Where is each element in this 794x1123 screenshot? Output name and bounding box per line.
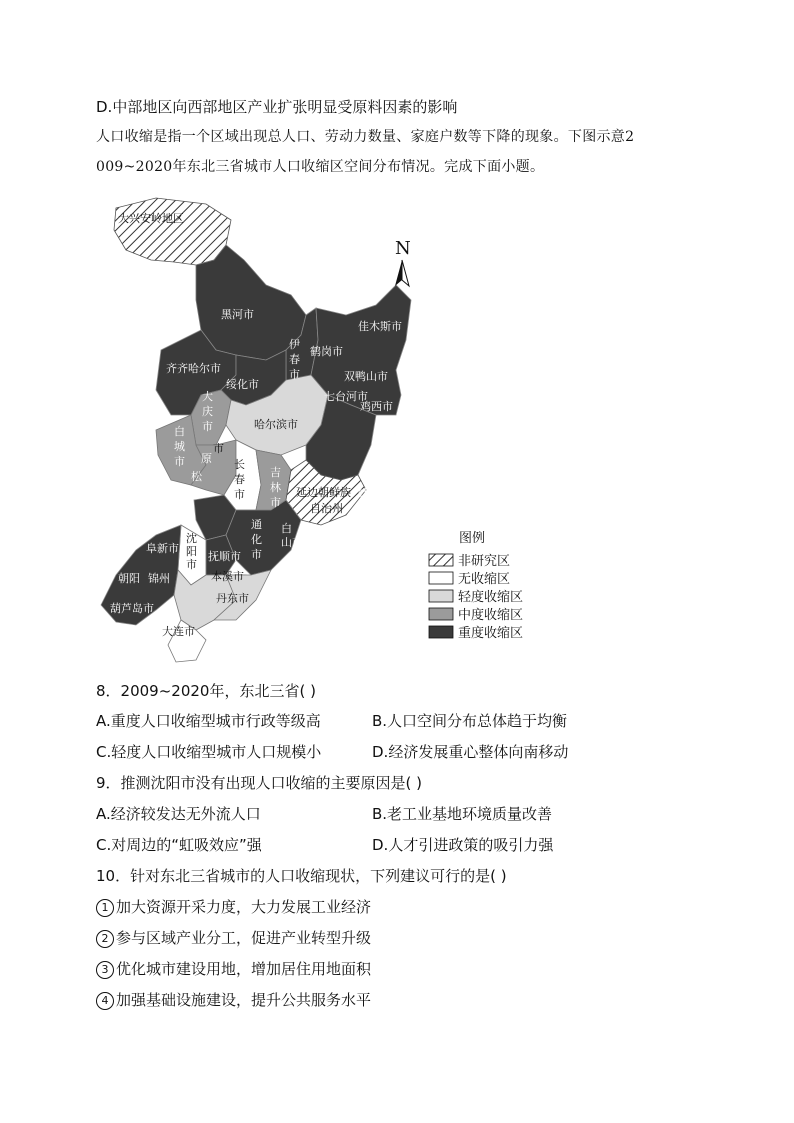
- label-yichun-2: 春: [289, 353, 300, 366]
- circled-number: 3: [96, 961, 114, 979]
- label-benxi: 本溪市: [211, 570, 244, 583]
- legend-title: 图例: [459, 531, 486, 546]
- label-daqing-1: 大: [202, 390, 213, 403]
- intro-line-2: 009~2020年东北三省城市人口收缩区空间分布情况。完成下面小题。: [96, 159, 545, 175]
- circled-number: 2: [96, 930, 114, 948]
- label-yichun-3: 市: [289, 368, 300, 381]
- circled-number: 1: [96, 899, 114, 917]
- q8-option-b[interactable]: B.人口空间分布总体趋于均衡: [372, 712, 568, 730]
- label-suihua: 绥化市: [226, 378, 259, 391]
- label-jilin-3: 市: [270, 496, 281, 509]
- q10-stem: 10．针对东北三省城市的人口收缩现状，下列建议可行的是( ): [96, 867, 507, 885]
- label-tonghua-1: 通: [251, 518, 262, 531]
- legend-label-4: 中度收缩区: [458, 608, 524, 623]
- label-yanbian-2: 自治州: [310, 502, 343, 515]
- legend-label-5: 重度收缩区: [458, 626, 524, 641]
- label-fushun: 抚顺市: [208, 550, 241, 563]
- q10-item-text: 参与区域产业分工，促进产业转型升级: [116, 929, 372, 947]
- q9-option-a[interactable]: A.经济较发达无外流人口: [96, 805, 261, 823]
- label-shuangyashan: 双鸭山市: [344, 370, 388, 383]
- label-baicheng-2: 城: [174, 440, 185, 453]
- label-daqing-3: 市: [202, 420, 213, 433]
- label-hegang: 鹤岗市: [310, 345, 343, 358]
- label-dalian: 大连市: [162, 625, 195, 638]
- label-songyuan-1: 原: [201, 452, 212, 465]
- label-chaoyang: 朝阳: [118, 572, 140, 585]
- label-jiamusi: 佳木斯市: [358, 320, 402, 333]
- q10-item-2: [96, 927, 371, 948]
- intro-line-1: 人口收缩是指一个区域出现总人口、劳动力数量、家庭户数等下降的现象。下图示意2: [96, 129, 635, 145]
- label-huludao: 葫芦岛市: [110, 602, 154, 615]
- north-arrow-icon: [395, 238, 411, 286]
- q10-item-4: [96, 989, 371, 1010]
- legend-swatch-white: [429, 572, 453, 584]
- label-shenyang-2: 阳: [186, 545, 197, 558]
- label-heihe: 黑河市: [221, 308, 254, 321]
- legend-swatch-medium: [429, 608, 453, 620]
- label-tonghua-3: 市: [251, 548, 262, 561]
- label-jixi: 鸡西市: [360, 400, 393, 413]
- label-changchun-3: 市: [234, 488, 245, 501]
- label-songyuan-3: 市: [213, 442, 224, 455]
- legend-swatch-hatch: [429, 554, 453, 566]
- previous-option-d: D.中部地区向西部地区产业扩张明显受原料因素的影响: [96, 98, 458, 116]
- region-daxinganling: [114, 198, 231, 265]
- label-changchun-1: 长: [234, 458, 245, 471]
- legend-label-2: 无收缩区: [458, 572, 511, 587]
- q9-stem: 9．推测沈阳市没有出现人口收缩的主要原因是( ): [96, 774, 423, 792]
- circled-number: 4: [96, 992, 114, 1010]
- map-legend: [429, 531, 523, 641]
- label-changchun-2: 春: [234, 473, 245, 486]
- q10-item-3: [96, 958, 371, 979]
- population-shrinkage-map: [96, 190, 556, 668]
- q8-stem: 8．2009~2020年，东北三省( ): [96, 682, 316, 700]
- label-jinzhou: 锦州: [148, 572, 170, 585]
- label-tonghua-2: 化: [251, 533, 262, 546]
- q8-option-c[interactable]: C.轻度人口收缩型城市人口规模小: [96, 743, 322, 761]
- q9-option-d[interactable]: D.人才引进政策的吸引力强: [372, 836, 554, 854]
- label-songyuan-2: 松: [191, 470, 202, 483]
- label-qitaihe: 七台河市: [324, 390, 368, 403]
- north-label: N: [395, 238, 411, 259]
- legend-swatch-dark: [429, 626, 453, 638]
- q10-item-text: 加强基础设施建设，提升公共服务水平: [116, 991, 372, 1009]
- label-harbin: 哈尔滨市: [254, 418, 298, 431]
- intro-paragraph: [96, 122, 702, 182]
- label-qiqihar: 齐齐哈尔市: [166, 362, 221, 375]
- label-daxinganling: 大兴安岭地区: [118, 212, 184, 225]
- label-yichun-1: 伊: [289, 338, 300, 351]
- label-baishan-1: 白: [281, 522, 292, 535]
- label-daqing-2: 庆: [202, 405, 213, 418]
- q10-item-text: 优化城市建设用地，增加居住用地面积: [116, 960, 372, 978]
- label-jilin-1: 吉: [270, 466, 281, 479]
- label-shenyang-3: 市: [186, 558, 197, 571]
- q8-option-a[interactable]: A.重度人口收缩型城市行政等级高: [96, 712, 321, 730]
- legend-label-1: 非研究区: [458, 554, 511, 569]
- q10-item-text: 加大资源开采力度，大力发展工业经济: [116, 898, 372, 916]
- label-baicheng-3: 市: [174, 455, 185, 468]
- label-yanbian-1: 延边朝鲜族: [296, 486, 351, 499]
- label-fuxin: 阜新市: [146, 542, 179, 555]
- q10-item-1: [96, 896, 371, 917]
- q8-option-d[interactable]: D.经济发展重心整体向南移动: [372, 743, 569, 761]
- label-shenyang-1: 沈: [186, 532, 197, 545]
- q9-option-b[interactable]: B.老工业基地环境质量改善: [372, 805, 553, 823]
- q9-option-c[interactable]: C.对周边的“虹吸效应”强: [96, 836, 262, 854]
- label-dandong: 丹东市: [216, 592, 249, 605]
- label-jilin-2: 林: [270, 481, 281, 494]
- label-baicheng-1: 白: [174, 425, 185, 438]
- label-mudanjiang: 牡丹江市: [358, 487, 402, 500]
- legend-swatch-light: [429, 590, 453, 602]
- label-baishan-2: 山市: [281, 536, 303, 549]
- legend-label-3: 轻度收缩区: [458, 590, 524, 605]
